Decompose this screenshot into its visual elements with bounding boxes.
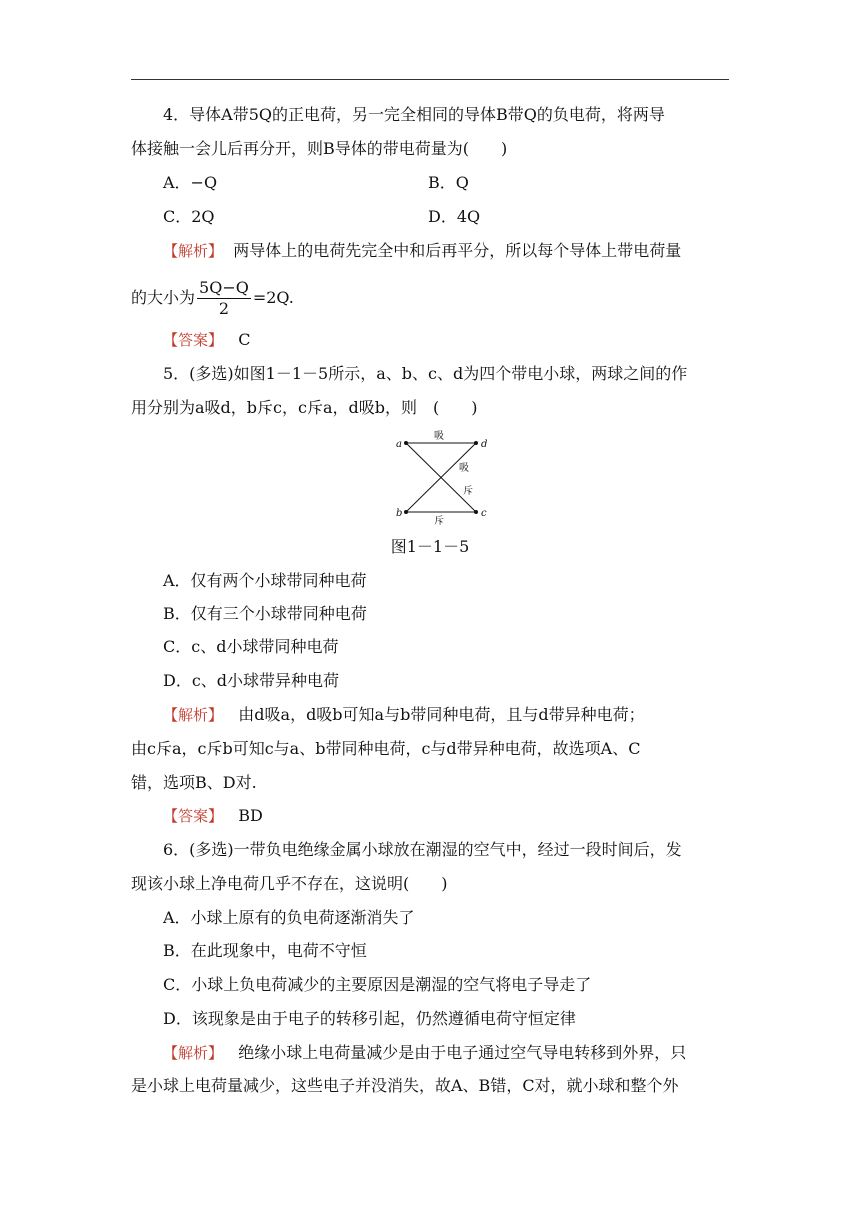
q5-analysis-line3: 错，选项B、D对. — [131, 773, 257, 792]
q4-option-d: D．4Q — [428, 207, 481, 226]
header-rule — [131, 79, 729, 80]
q5-analysis-text1: 由d吸a，d吸b可知a与b带同种电荷，且与d带异种电荷； — [238, 705, 645, 724]
q5-option-c: C．c、d小球带同种电荷 — [163, 637, 339, 656]
label-b: b — [396, 508, 403, 519]
label-c: c — [481, 508, 487, 519]
q5-analysis-tag: 【解析】 — [163, 706, 224, 724]
q4-analysis-line1 — [163, 240, 681, 262]
node-c — [474, 510, 478, 514]
node-b — [404, 510, 408, 514]
q5-answer-tag: 【答案】 — [163, 807, 224, 825]
q5-figure-caption: 图1－1－5 — [390, 537, 470, 556]
q5-answer: BD — [238, 806, 263, 825]
q4-option-c: C．2Q — [163, 207, 215, 226]
q6-option-d: D．该现象是由于电子的转移引起，仍然遵循电荷守恒定律 — [163, 1009, 576, 1028]
node-a — [404, 441, 408, 445]
q4-stem-line1: 4．导体A带5Q的正电荷，另一完全相同的导体B带Q的负电荷，将两导 — [163, 105, 665, 124]
label-edge-a-c: 斥 — [463, 486, 473, 497]
q6-analysis-text1: 绝缘小球上电荷量减少是由于电子通过空气导电转移到外界，只 — [238, 1043, 687, 1062]
q5-analysis-line1 — [163, 704, 645, 726]
q5-figure — [390, 426, 494, 526]
q5-option-b: B．仅有三个小球带同种电荷 — [163, 604, 367, 623]
q4-option-b: B．Q — [428, 173, 469, 192]
label-edge-b-c: 斥 — [434, 516, 444, 526]
q4-answer-tag: 【答案】 — [163, 331, 224, 349]
q5-stem-line1: 5．(多选)如图1－1－5所示，a、b、c、d为四个带电小球，两球之间的作 — [163, 364, 688, 383]
q4-stem-line2: 体接触一会儿后再分开，则B导体的带电荷量为( ) — [131, 139, 508, 158]
q5-option-a: A．仅有两个小球带同种电荷 — [163, 571, 367, 590]
node-d — [474, 441, 478, 445]
q6-analysis-line2: 是小球上电荷量减少，这些电子并没消失，故A、B错，C对，就小球和整个外 — [131, 1076, 679, 1095]
label-d: d — [481, 439, 488, 450]
q4-analysis-line2 — [131, 276, 294, 320]
label-edge-b-d: 吸 — [459, 463, 469, 474]
q6-stem-line1: 6．(多选)一带负电绝缘金属小球放在潮湿的空气中，经过一段时间后，发 — [163, 840, 682, 859]
q4-analysis-suffix: =2Q. — [252, 288, 294, 307]
q5-option-d: D．c、d小球带异种电荷 — [163, 671, 340, 690]
q4-fraction-numerator: 5Q−Q — [199, 278, 249, 297]
label-edge-a-d: 吸 — [434, 431, 444, 442]
q6-option-b: B．在此现象中，电荷不守恒 — [163, 941, 367, 960]
q4-fraction-denominator: 2 — [218, 299, 230, 318]
q4-answer-line — [163, 329, 251, 351]
q5-analysis-line2: 由c斥a，c斥b可知c与a、b带同种电荷，c与d带异种电荷，故选项A、C — [131, 739, 641, 758]
q6-option-a: A．小球上原有的负电荷逐渐消失了 — [163, 908, 415, 927]
q4-analysis-text1: 两导体上的电荷先完全中和后再平分，所以每个导体上带电荷量 — [233, 241, 682, 260]
q5-answer-line — [163, 805, 263, 827]
q4-fraction — [197, 278, 251, 319]
q6-analysis-line1 — [163, 1042, 686, 1064]
q6-stem-line2: 现该小球上净电荷几乎不存在，这说明( ) — [131, 874, 448, 893]
q6-option-c: C．小球上负电荷减少的主要原因是潮湿的空气将电子导走了 — [163, 975, 592, 994]
q6-analysis-tag: 【解析】 — [163, 1044, 224, 1062]
q5-stem-line2: 用分别为a吸d，b斥c，c斥a，d吸b，则 ( ) — [131, 398, 478, 417]
q4-answer: C — [238, 330, 251, 349]
q4-analysis-tag: 【解析】 — [163, 242, 224, 260]
q4-option-a: A．−Q — [163, 173, 218, 192]
label-a: a — [396, 439, 402, 450]
q4-analysis-prefix: 的大小为 — [131, 288, 196, 307]
